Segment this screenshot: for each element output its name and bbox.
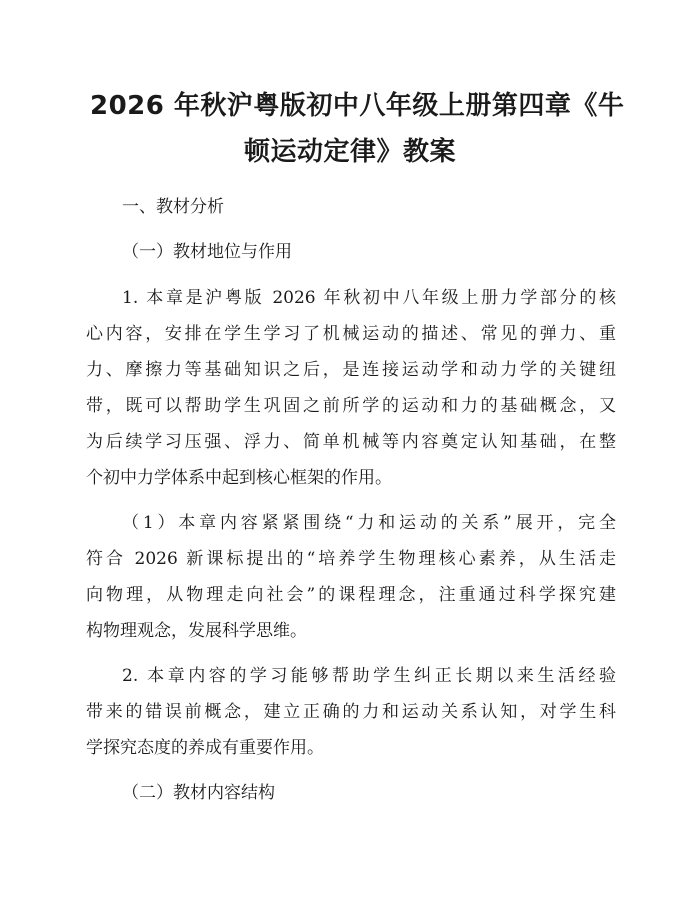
paragraph-line: 向物理，从物理走向社会”的课程理念，注重通过科学探究建 [86,585,616,605]
paragraph-line: 学探究态度的养成有重要作用。 [86,738,324,758]
document-title-line-1: 2026 年秋沪粤版初中八年级上册第四章《牛 [90,91,625,121]
subsection-heading: （一）教材地位与作用 [122,242,292,262]
paragraph-line: 个初中力学体系中起到核心框架的作用。 [86,468,392,488]
paragraph-line: 为后续学习压强、浮力、简单机械等内容奠定认知基础，在整 [86,432,616,452]
subsection-heading: （二）教材内容结构 [122,783,275,803]
paragraph-line: 心内容，安排在学生学习了机械运动的描述、常见的弹力、重 [86,324,616,344]
paragraph-line: 1. 本章是沪粤版 2026 年秋初中八年级上册力学部分的核 [122,288,616,308]
paragraph-line: 力、摩擦力等基础知识之后，是连接运动学和动力学的关键纽 [86,360,616,380]
paragraph-line: 符合 2026 新课标提出的“培养学生物理核心素养，从生活走 [86,549,616,569]
paragraph-line: 2. 本章内容的学习能够帮助学生纠正长期以来生活经验 [122,666,616,686]
paragraph-line: 带来的错误前概念，建立正确的力和运动关系认知，对学生科 [86,702,616,722]
paragraph-line: 带，既可以帮助学生巩固之前所学的运动和力的基础概念，又 [86,396,616,416]
document-title-line-2: 顿运动定律》教案 [243,137,456,167]
paragraph-line: 构物理观念，发展科学思维。 [86,621,307,641]
paragraph-line: （1）本章内容紧紧围绕“力和运动的关系”展开，完全 [122,513,616,533]
section-heading: 一、教材分析 [122,197,224,217]
